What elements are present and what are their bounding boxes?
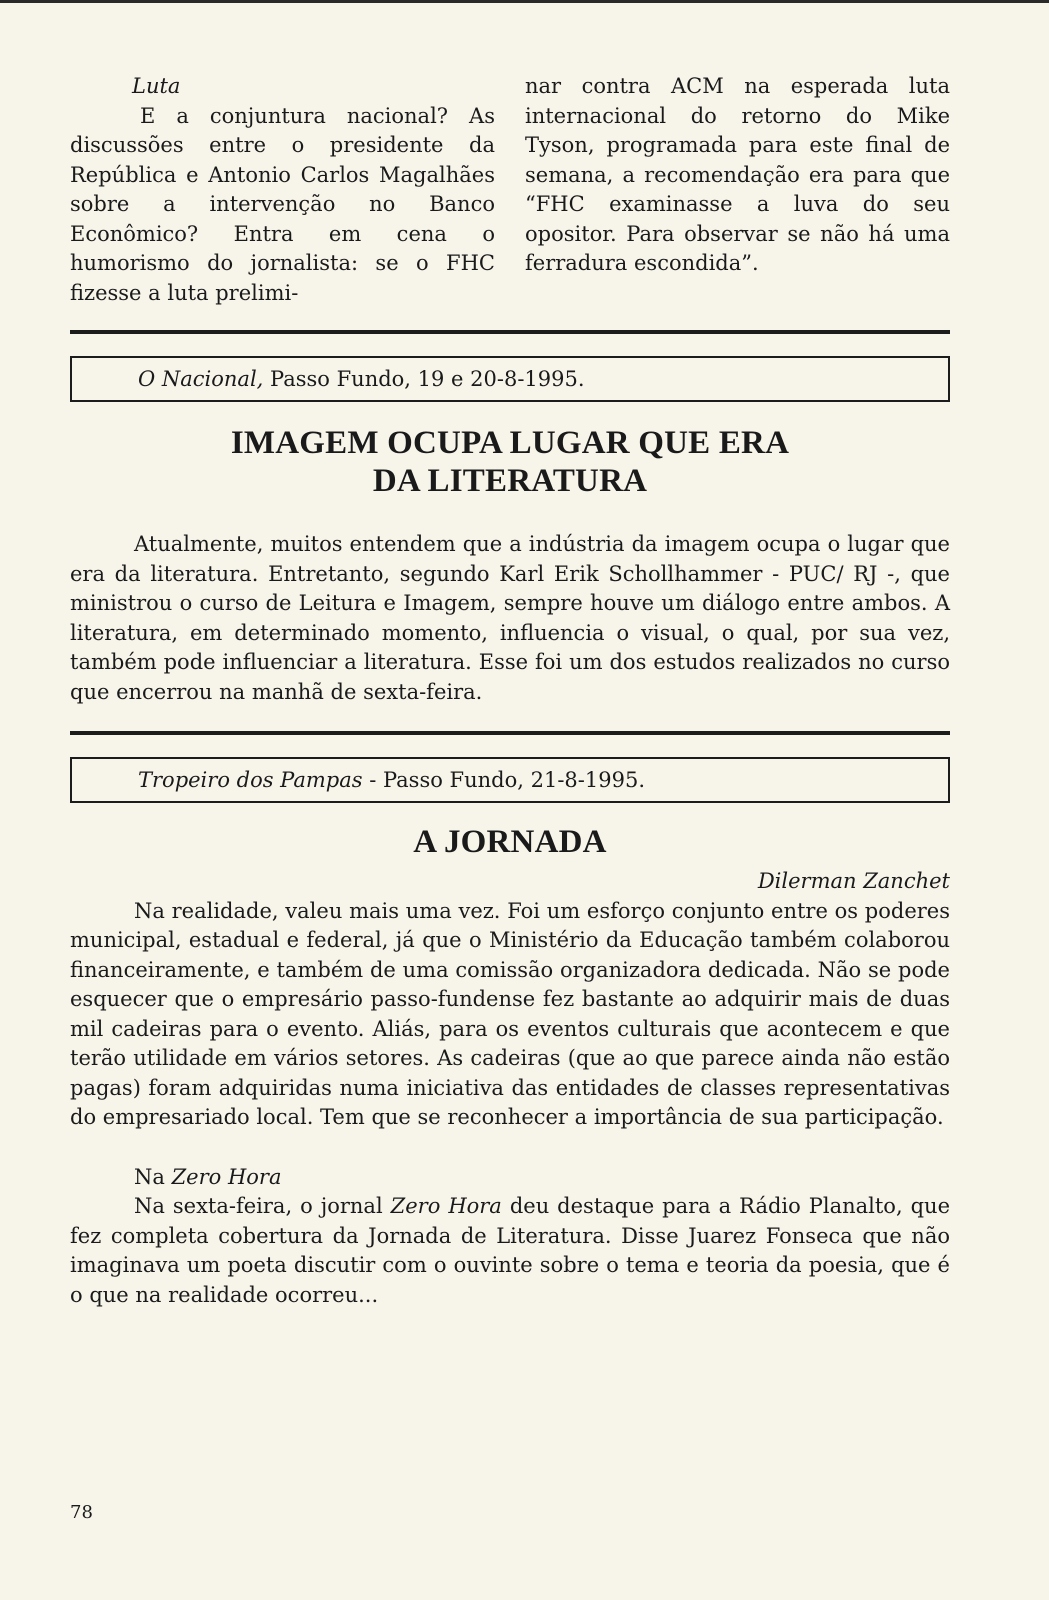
right-column [525,72,950,308]
subheading-prefix: Na [134,1164,172,1189]
paragraph-text: Na sexta-feira, o jornal [134,1194,391,1218]
section-heading-luta: Luta [132,74,181,98]
source-publication-name: O Nacional, [138,367,264,391]
section-divider [70,330,950,334]
page-number: 78 [70,1502,93,1523]
source-citation-box [70,356,950,402]
article-paragraph [70,1192,950,1310]
document-page [70,72,950,1310]
paragraph-publication: Zero Hora [390,1194,502,1218]
source-citation-box [70,757,950,803]
subheading-publication: Zero Hora [171,1164,282,1189]
source-citation [138,768,645,792]
two-column-section [70,72,950,308]
page-top-edge [0,0,1049,3]
source-details: Passo Fundo, 19 e 20-8-1995. [263,367,585,391]
source-citation [138,367,585,391]
right-column-paragraph: nar contra ACM na esperada luta internacional do retorno do Mike Tyson, programada para este final de semana, a recomendação era para que “FHC examinasse a luva do seu opositor. Para observar se não há uma ferradura escondida”. [525,74,950,275]
left-column-paragraph: E a conjuntura nacional? As discussões entre o presidente da República e Antonio Carlos Magalhães sobre a intervenção no Banco Econômico? Entra em cena o humorismo do jornalista: se o FHC fizesse a luta prelimi- [70,103,495,305]
article-subheading [70,1163,950,1193]
article-headline: A JORNADA [413,824,607,860]
source-publication-name: Tropeiro dos Pampas [138,768,363,792]
section-divider [70,731,950,735]
article-headline [70,424,950,500]
paragraph-text: deu destaque para a Rádio Planalto, que fez completa cobertura da Jornada de Literatura. Disse Juarez Fonseca que não imaginava um poeta discutir com o ouvinte sobre o tema e teoria da poesia, que é o que na realidade ocorreu... [70,1194,950,1307]
article-paragraph: Na realidade, valeu mais uma vez. Foi um esforço conjunto entre os poderes municipal, estadual e federal, já que o Ministério da Educação também colaborou financeiramente, e também de uma comissão organizadora dedicada. Não se pode esquecer que o empresário passo-fundense fez bastante ao adquirir mais de duas mil cadeiras para o evento. Aliás, para os eventos culturais que acontecem e que terão utilidade em vários setores. As cadeiras (que ao que parece ainda não estão pagas) foram adquiridas numa iniciativa das entidades de classes representativas do empresariado local. Tem que se reconhecer a importância de sua participação. [70,898,950,1129]
left-column [70,72,495,308]
source-details: - Passo Fundo, 21-8-1995. [362,768,646,792]
headline-line-1: IMAGEM OCUPA LUGAR QUE ERA [230,425,790,461]
headline-line-2: DA LITERATURA [372,463,648,499]
article-body: Atualmente, muitos entendem que a indústria da imagem ocupa o lugar que era da literatura. Entretanto, segundo Karl Erik Schollhammer - PUC/ RJ -, que ministrou o curso de Leitura e Imagem, sempre houve um diálogo entre ambos. A literatura, em determinado momento, influencia o visual, o qual, por sua vez, também pode influenciar a literatura. Esse foi um dos estudos realizados no curso que encerrou na manhã de sexta-feira. [70,532,950,704]
author-byline: Dilerman Zanchet [757,869,950,893]
